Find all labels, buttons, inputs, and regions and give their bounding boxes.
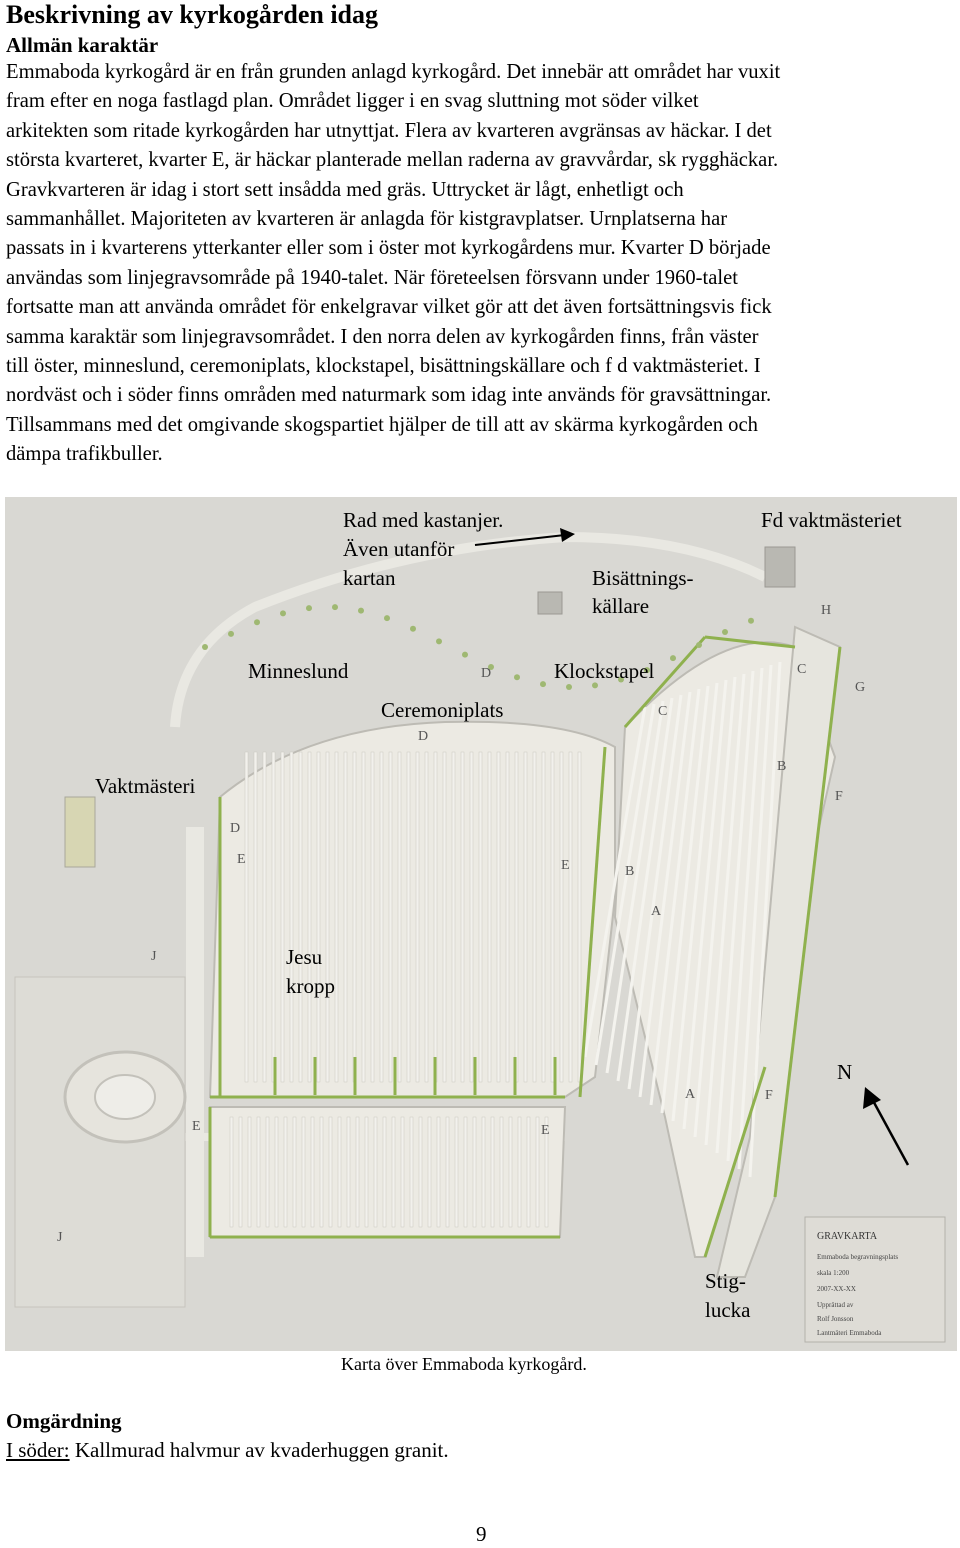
paragraph-line: arkitekten som ritade kyrkogården har utnyttjat. Flera av kvarteren avgränsas av häckar. I det	[6, 119, 772, 142]
map-caption: Karta över Emmaboda kyrkogård.	[341, 1354, 587, 1374]
label-fd-vaktmasteriet: Fd vaktmästeriet	[761, 508, 902, 532]
paragraph-line: nordväst och i söder finns områden med naturmark som idag inte används för gravsättningar.	[6, 384, 772, 407]
legend-line: skala 1:200	[817, 1269, 850, 1277]
cemetery-map	[5, 497, 957, 1351]
quarter-letter: E	[237, 852, 246, 867]
quarter-letter: E	[541, 1123, 550, 1138]
label-kastanjer-line1: Rad med kastanjer.	[343, 508, 504, 532]
paragraph-line: fortsatte man att använda området för enkelgravar vilket gör att det även fortsättningsvis fick	[6, 296, 772, 319]
legend-title: GRAVKARTA	[817, 1231, 878, 1242]
legend-line: Emmaboda begravningsplats	[817, 1253, 899, 1261]
section-subheading: Allmän karaktär	[6, 33, 159, 57]
label-stiglucka-line1: Stig-	[705, 1269, 746, 1293]
quarter-letter: D	[230, 821, 241, 836]
quarter-letter: F	[765, 1088, 773, 1103]
paragraph-line: passats in i kvarterens ytterkanter eller som i öster mot kyrkogårdens mur. Kvarter D började	[6, 237, 771, 260]
legend-line: Lantmäteri Emmaboda	[817, 1329, 882, 1337]
quarter-letter: E	[192, 1119, 201, 1134]
quarter-letter: C	[658, 704, 668, 719]
paragraph-line: dämpa trafikbuller.	[6, 443, 163, 466]
label-kastanjer-line2: Även utanför	[343, 537, 455, 561]
label-north: N	[837, 1060, 853, 1084]
map-drawing	[5, 497, 957, 1351]
quarter-letter: J	[57, 1230, 63, 1245]
quarter-letter: B	[777, 759, 787, 774]
quarter-letter: A	[685, 1087, 696, 1102]
label-minneslund: Minneslund	[248, 659, 349, 683]
quarter-letter: F	[835, 789, 843, 804]
quarter-letter: H	[821, 603, 832, 618]
section-heading-omgardning: Omgärdning	[6, 1409, 122, 1433]
paragraph-line: användas som linjegravsområde på 1940-talet. När företeelsen försvann under 1960-talet	[6, 266, 738, 289]
detail-line	[6, 1437, 449, 1463]
legend-line: 2007-XX-XX	[817, 1285, 856, 1293]
quarter-letter: D	[481, 666, 492, 681]
label-kastanjer-line3: kartan	[343, 566, 396, 590]
label-ceremoniplats: Ceremoniplats	[381, 698, 504, 722]
quarter-letter: B	[625, 864, 635, 879]
quarter-letter: J	[151, 949, 157, 964]
quarter-letter: C	[797, 662, 807, 677]
label-stiglucka-line2: lucka	[705, 1298, 751, 1322]
paragraph-line: största kvarteret, kvarter E, är häckar planterade mellan raderna av gravvårdar, sk rygghäckar.	[6, 149, 779, 172]
legend-line: Rolf Jonsson	[817, 1315, 854, 1323]
label-bisattning-line2: källare	[592, 594, 650, 618]
quarter-letter: A	[651, 904, 662, 919]
label-jesu-line1: Jesu	[286, 945, 323, 969]
paragraph-line: till öster, minneslund, ceremoniplats, klockstapel, bisättningskällare och f d vaktmästeriet. I	[6, 355, 761, 378]
description-paragraph	[6, 58, 956, 470]
paragraph-line: samma karaktär som linjegravsområdet. I den norra delen av kyrkogården finns, från väster	[6, 325, 759, 348]
label-klockstapel: Klockstapel	[554, 659, 655, 683]
page-heading: Beskrivning av kyrkogården idag	[6, 0, 379, 29]
paragraph-line: Gravkvarteren är idag i stort sett insådda med gräs. Uttrycket är lågt, enhetligt och	[6, 178, 684, 201]
paragraph-line: sammanhållet. Majoriteten av kvarteren är anlagda för kistgravplatser. Urnplatserna har	[6, 208, 728, 231]
legend-line: Upprättad av	[817, 1301, 854, 1309]
paragraph-line: fram efter en noga fastlagd plan. Området ligger i en svag sluttning mot söder vilket	[6, 90, 699, 113]
paragraph-line: Tillsammans med det omgivande skogspartiet hjälper de till att av skärma kyrkogården och	[6, 413, 758, 436]
detail-label: I söder:	[6, 1438, 70, 1462]
quarter-letter: G	[855, 680, 866, 695]
quarter-letter: E	[561, 858, 570, 873]
label-bisattning-line1: Bisättnings-	[592, 566, 694, 590]
page-number: 9	[476, 1522, 487, 1546]
label-jesu-line2: kropp	[286, 974, 335, 998]
paragraph-line: Emmaboda kyrkogård är en från grunden anlagd kyrkogård. Det innebär att området har vuxit	[6, 61, 781, 83]
label-vaktmasteri: Vaktmästeri	[95, 774, 196, 798]
detail-text: Kallmurad halvmur av kvaderhuggen granit.	[69, 1438, 449, 1462]
quarter-letter: D	[418, 729, 429, 744]
